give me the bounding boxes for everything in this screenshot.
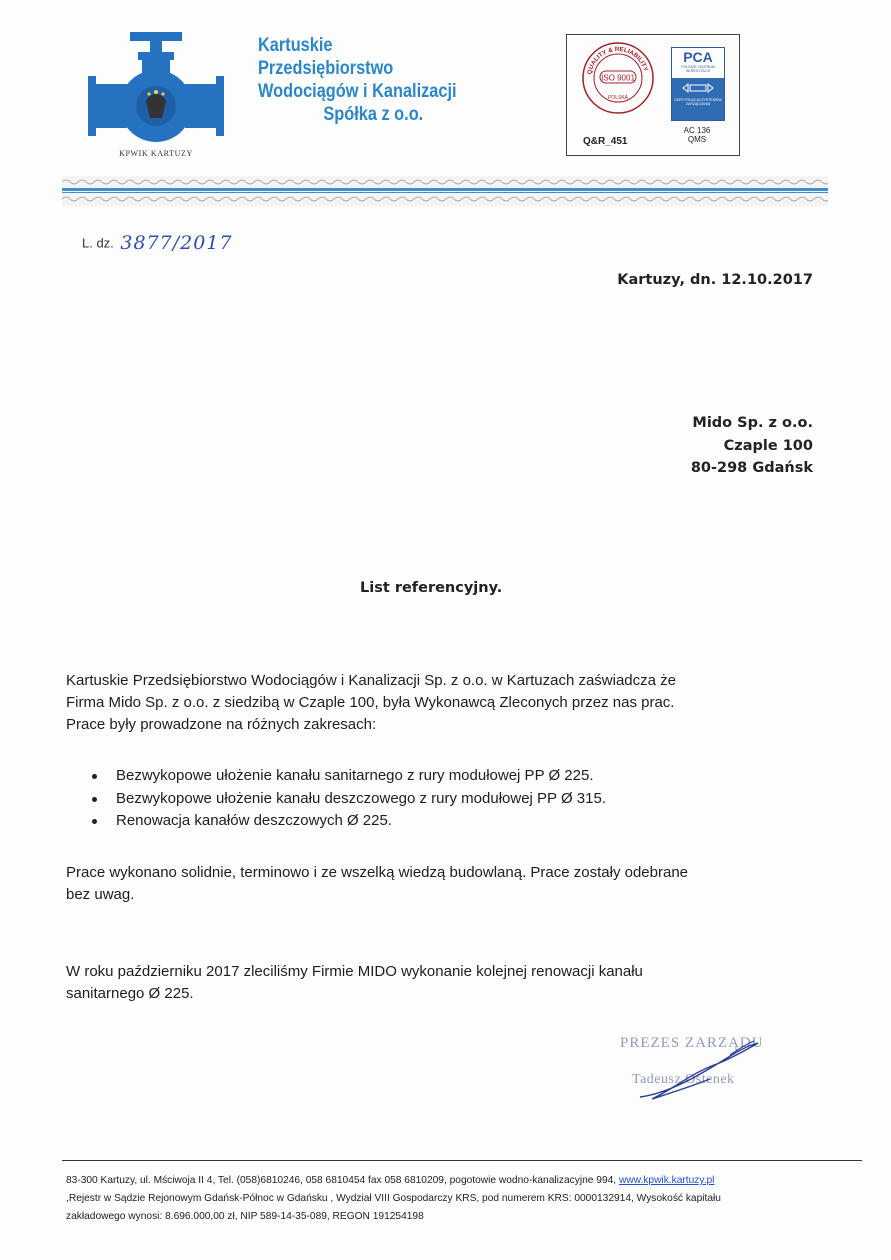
- followup-paragraph: [66, 961, 826, 1005]
- footer-line-2: ,Rejestr w Sądzie Rejonowym Gdańsk-Północ w Gdańsku , Wydział VIII Gospodarczy KRS, pod numerem KRS: 0000132914, Wysokość kapitału: [66, 1193, 721, 1204]
- followup-line-1: W roku październiku 2017 zleciliśmy Firmie MIDO wykonanie kolejnej renowacji kanału: [66, 963, 643, 980]
- pca-accreditation-badge: [671, 47, 725, 121]
- reference-handwritten: 3877/2017: [120, 232, 233, 254]
- seal-arc-text: QUALITY & RELIABILITY: [586, 45, 650, 76]
- letter-subject: List referencyjny.: [360, 580, 503, 596]
- pca-code-line-2: QMS: [687, 135, 707, 144]
- reference-number: [82, 232, 233, 254]
- company-line-3: Wodociągów i Kanalizacji: [258, 81, 457, 102]
- quality-line-1: Prace wykonano solidnie, terminowo i ze wszelką wiedzą budowlaną. Prace zostały odebrane: [66, 864, 689, 881]
- iso-9001-seal-icon: [581, 41, 655, 115]
- footer-line-1: [66, 1172, 866, 1190]
- recipient-line-2: Czaple 100: [723, 437, 813, 454]
- intro-line-1: Kartuskie Przedsiębiorstwo Wodociągów i Kanalizacji Sp. z o.o. w Kartuzach zaświadcza że: [66, 672, 677, 689]
- valve-logo-icon: [86, 30, 226, 162]
- footer-divider: [62, 1160, 862, 1161]
- list-item: Bezwykopowe ułożenie kanału deszczowego z rury modułowej PP Ø 315.: [92, 788, 606, 811]
- recipient-line-3: 80-298 Gdańsk: [690, 460, 813, 476]
- qr-certificate-code: Q&R_451: [583, 136, 628, 147]
- intro-line-3: Prace były prowadzone na różnych zakresach:: [66, 716, 377, 733]
- followup-line-2: sanitarnego Ø 225.: [66, 985, 194, 1002]
- intro-paragraph: [66, 670, 826, 736]
- footer-line-3: zakładowego wynosi: 8.696.000,00 zł, NIP 589-14-35-089, REGON 191254198: [66, 1211, 424, 1222]
- recipient-address: [691, 412, 813, 480]
- list-item: Bezwykopowe ułożenie kanału sanitarnego z rury modułowej PP Ø 225.: [92, 765, 606, 788]
- footer: [66, 1172, 866, 1226]
- pca-subtitle: POLSKIE CENTRUM AKREDYTACJI: [681, 65, 715, 73]
- quality-line-2: bez uwag.: [66, 886, 135, 903]
- reference-label: L. dz.: [82, 235, 114, 251]
- company-line-1: Kartuskie: [258, 35, 333, 56]
- stamp-name: Tadeusz Ostenek: [632, 1072, 735, 1087]
- logo-caption: KPWIK KARTUZY: [119, 149, 193, 158]
- stamp-title: PREZES ZARZĄDU: [620, 1035, 764, 1051]
- footer-website-link[interactable]: www.kpwik.kartuzy.pl: [618, 1175, 715, 1186]
- certification-box: [566, 34, 740, 156]
- signature-icon: [630, 1035, 770, 1110]
- pca-cert-text: CERTYFIKACJA SYSTEMÓW ZARZĄDZANIA: [674, 98, 722, 107]
- seal-iso-text: ISO 9001: [601, 73, 635, 83]
- seal-country-text: POLSKA: [607, 95, 629, 101]
- header-divider-band: [62, 176, 828, 206]
- pca-accreditation-code: [671, 126, 723, 144]
- pca-title: PCA: [683, 49, 713, 65]
- recipient-line-1: Mido Sp. z o.o.: [692, 415, 813, 431]
- footer-address: 83-300 Kartuzy, ul. Mściwoja II 4, Tel. (058)6810246, 058 6810454 fax 058 6810209, pogotowie wodno-kanalizacyjne 994,: [66, 1175, 617, 1186]
- company-line-2: Przedsiębiorstwo: [258, 58, 394, 79]
- intro-line-2: Firma Mido Sp. z o.o. z siedzibą w Czaple 100, była Wykonawcą Zleconych przez nas prac.: [66, 694, 675, 711]
- company-name: [258, 34, 457, 126]
- scope-list: [92, 765, 606, 833]
- company-line-4: Spółka z o.o.: [323, 104, 424, 125]
- letter-date: Kartuzy, dn. 12.10.2017: [617, 272, 813, 288]
- quality-paragraph: [66, 862, 826, 906]
- pca-arrow-icon: [682, 83, 714, 93]
- list-item: Renowacja kanałów deszczowych Ø 225.: [92, 810, 606, 833]
- pca-code-line-1: AC 136: [683, 126, 711, 135]
